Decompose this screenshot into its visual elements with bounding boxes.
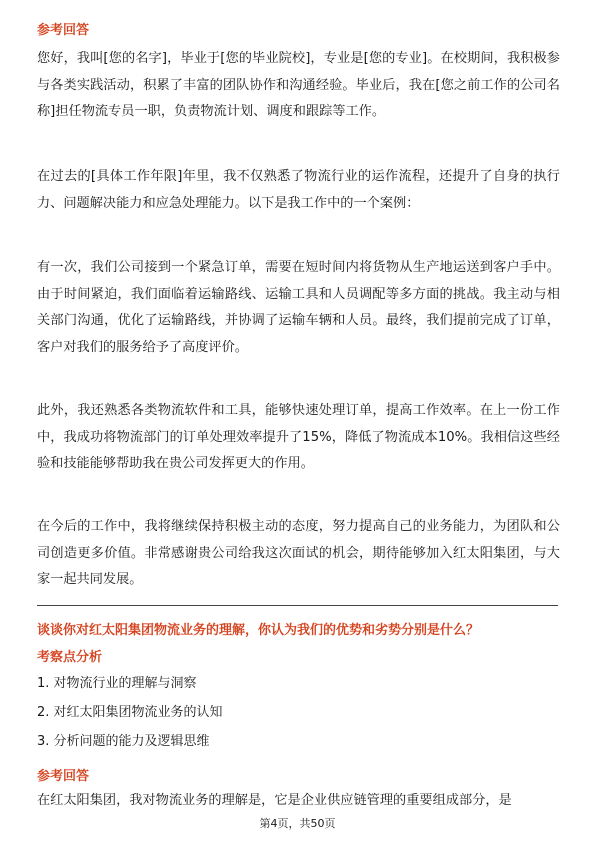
reference-answer-heading: 参考回答 [37, 23, 90, 38]
reference-answer-heading-2: 参考回答 [37, 769, 90, 784]
answer-paragraph-experience: 在过去的[具体工作年限]年里，我不仅熟悉了物流行业的运作流程，还提升了自身的执行力、问题解决能力和应急处理能力。以下是我工作中的一个案例： [37, 169, 560, 211]
answer-paragraph-case: 有一次，我们公司接到一个紧急订单，需要在短时间内将货物从生产地运送到客户手中。由于时间紧迫，我们面临着运输路线、运输工具和人员调配等多方面的挑战。我主动与相关部门沟通，优化了运输路线，并协调了运输车辆和人员。最终，我们提前完成了订单，客户对我们的服务给予了高度评价。 [37, 260, 560, 355]
answer-paragraph-intro: 您好，我叫[您的名字]，毕业于[您的毕业院校]，专业是[您的专业]。在校期间，我积极参与各类实践活动，积累了丰富的团队协作和沟通经验。毕业后，我在[您之前工作的公司名称]担任物流专员一职，负责物流计划、调度和跟踪等工作。 [37, 51, 560, 120]
analysis-item: 2. 对红太阳集团物流业务的认知 [37, 705, 223, 720]
section-divider [37, 605, 558, 606]
answer-paragraph-skills: 此外，我还熟悉各类物流软件和工具，能够快速处理订单，提高工作效率。在上一份工作中，我成功将物流部门的订单处理效率提升了15%，降低了物流成本10%。我相信这些经验和技能能够帮助我在贵公司发挥更大的作用。 [37, 403, 560, 472]
answer-paragraph-closing: 在今后的工作中，我将继续保持积极主动的态度，努力提高自己的业务能力，为团队和公司创造更多价值。非常感谢贵公司给我这次面试的机会，期待能够加入红太阳集团，与大家一起共同发展。 [37, 519, 560, 588]
answer-paragraph-logistics: 在红太阳集团，我对物流业务的理解是，它是企业供应链管理的重要组成部分，是 [37, 793, 512, 808]
analysis-item: 3. 分析问题的能力及逻辑思维 [37, 734, 210, 749]
analysis-heading: 考察点分析 [37, 650, 103, 665]
interview-question: 谈谈你对红太阳集团物流业务的理解，你认为我们的优势和劣势分别是什么？ [37, 623, 480, 638]
page-number: 第4页，共50页 [259, 817, 336, 830]
analysis-item: 1. 对物流行业的理解与洞察 [37, 676, 197, 691]
